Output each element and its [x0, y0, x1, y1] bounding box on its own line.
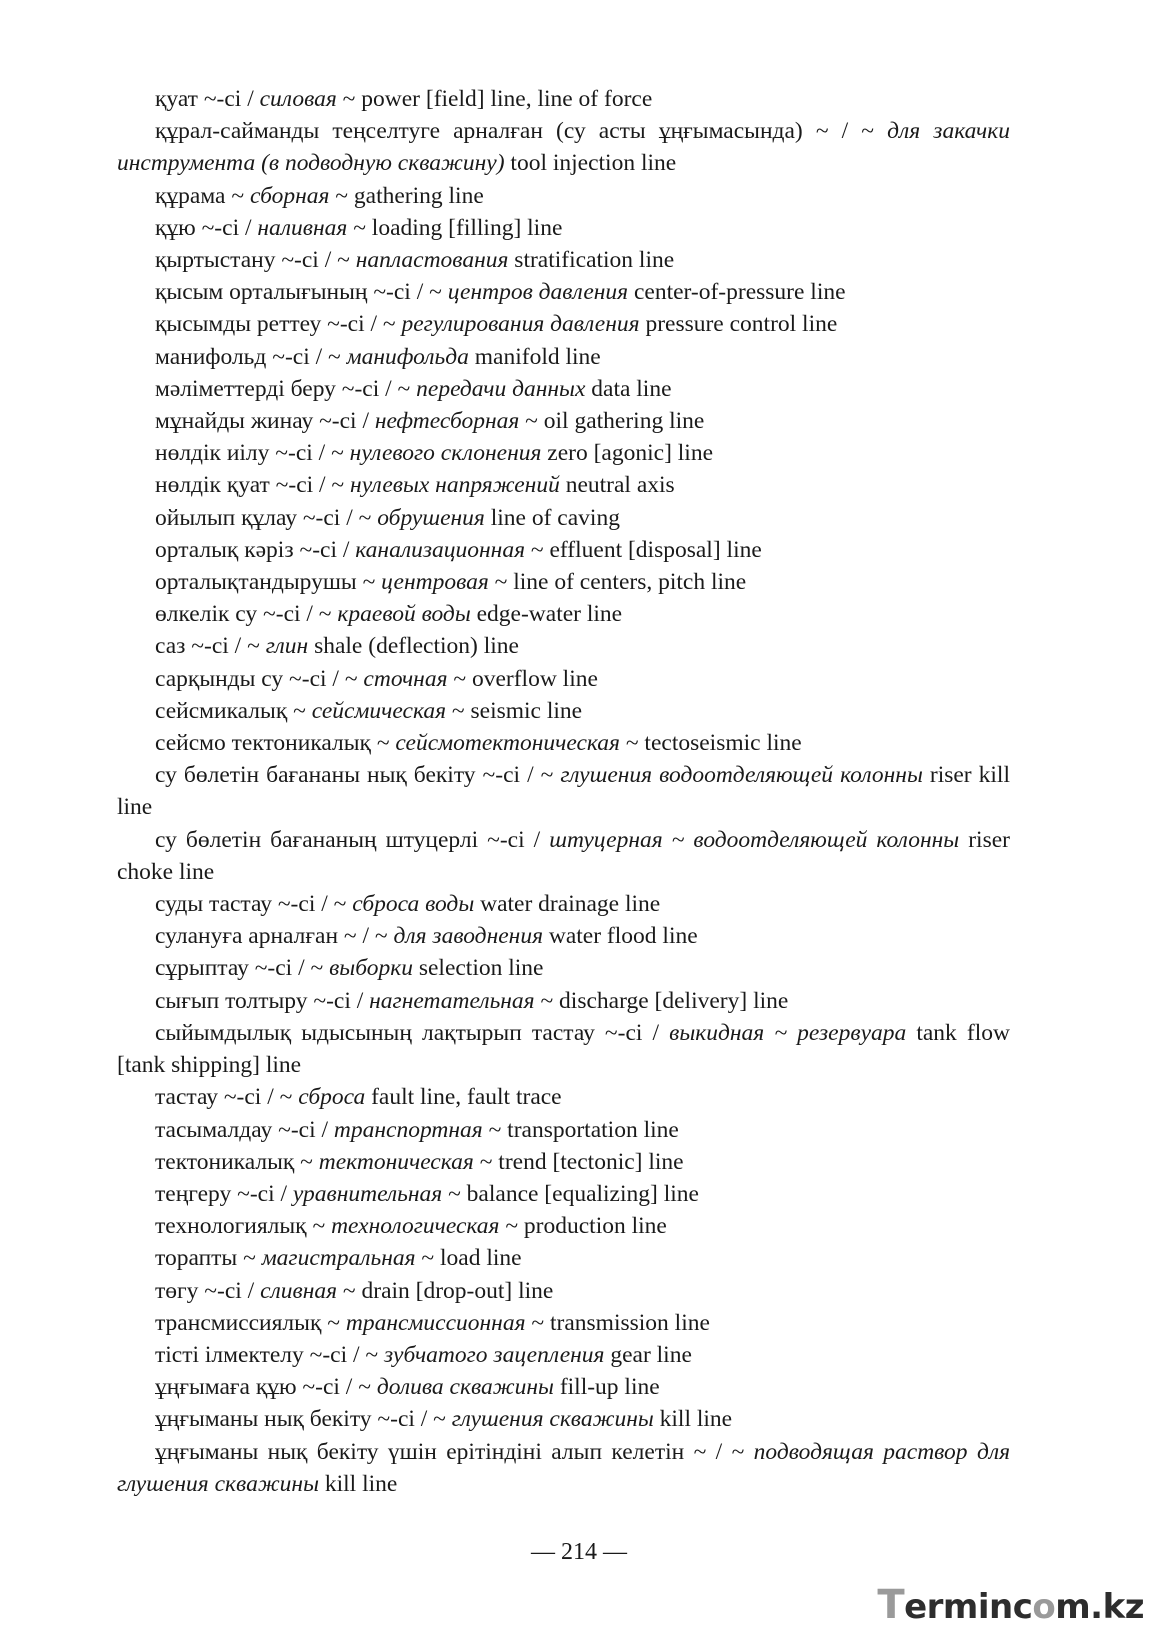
- entry-text: өлкелік су ~-сі / ~: [155, 601, 338, 628]
- entry-russian-term: трансмиссионная: [345, 1309, 526, 1336]
- entry-russian-term: подводящая раствор для глушения скважины: [117, 1438, 1010, 1497]
- entry-text: сығып толтыру ~-сі /: [155, 987, 370, 1014]
- entry-text: су бөлетін бағананың штуцерлі ~-сі /: [155, 826, 550, 853]
- entry-russian-term: глушения водоотделяющей колонны: [560, 762, 923, 789]
- entry-text: мұнайды жинау ~-сі /: [155, 408, 375, 435]
- dictionary-entry: [117, 469, 1010, 501]
- entry-text: трансмиссиялық ~: [155, 1309, 346, 1336]
- entry-text: stratification line: [508, 247, 675, 274]
- entry-text: ~ balance [equalizing] line: [442, 1180, 699, 1207]
- entry-text: ~ effluent [disposal] line: [525, 536, 762, 563]
- dictionary-entry: [117, 180, 1010, 212]
- entry-russian-term: зубчатого зацепления: [384, 1341, 605, 1368]
- entry-text: төгу ~-сі /: [155, 1277, 261, 1304]
- entry-russian-term: напластования: [355, 247, 509, 274]
- entry-text: tank flow [tank shipping] line: [117, 1019, 1010, 1079]
- entry-russian-term: передачи данных: [416, 375, 586, 402]
- dictionary-entry: [117, 695, 1010, 727]
- entry-russian-term: центровая: [381, 569, 489, 596]
- entry-russian-term: канализационная: [355, 536, 525, 563]
- logo-text-suffix: m.kz: [1055, 1587, 1144, 1627]
- entry-text: ұңғыманы нық бекіту ~-сі / ~: [155, 1406, 452, 1433]
- dictionary-entry: [117, 276, 1010, 308]
- entry-text: сулануға арналған ~ / ~: [155, 923, 394, 950]
- entry-text: суды тастау ~-сі / ~: [155, 891, 353, 918]
- entry-russian-term: краевой воды: [337, 601, 471, 628]
- dictionary-entry: [117, 566, 1010, 598]
- entry-text: ~ oil gathering line: [519, 408, 705, 435]
- entry-russian-term: нагнетательная: [369, 987, 535, 1014]
- entry-russian-term: технологическая: [331, 1213, 500, 1240]
- dictionary-entry: [117, 1146, 1010, 1178]
- entry-russian-term: нефтесборная: [374, 408, 520, 435]
- entry-text: сейсмо тектоникалық ~: [155, 730, 396, 757]
- entry-text: data line: [585, 375, 672, 402]
- entry-russian-term: магистральная: [261, 1245, 416, 1272]
- entry-text: қыртыстану ~-сі / ~: [155, 247, 356, 274]
- entry-text: құрама ~: [155, 182, 250, 209]
- entry-text: манифольд ~-сі / ~: [155, 343, 347, 370]
- entry-text: қысым орталығының ~-сі / ~: [155, 279, 448, 306]
- entry-russian-term: нулевых напряжений: [350, 472, 560, 499]
- entry-text: ~ discharge [delivery] line: [534, 987, 789, 1014]
- dictionary-entry: [117, 1436, 1010, 1500]
- entry-text: neutral axis: [559, 472, 675, 499]
- entry-russian-term: сточная: [363, 665, 448, 692]
- dictionary-entry: [117, 1017, 1010, 1081]
- entry-text: water flood line: [543, 923, 698, 950]
- entry-russian-term: для закачки инструмента (в подводную скважину): [117, 118, 1011, 177]
- entry-text: ~ power [field] line, line of force: [336, 86, 653, 112]
- entry-text: сыйымдылық ыдысының лақтырып тастау ~-сі /: [155, 1019, 670, 1046]
- entry-text: pressure control line: [639, 311, 838, 338]
- entry-russian-term: штуцерная ~ водоотделяющей колонны: [549, 826, 960, 853]
- entry-text: құю ~-сі /: [155, 214, 258, 241]
- entry-text: riser kill line: [117, 762, 1010, 821]
- magnifier-icon: o: [1032, 1587, 1056, 1627]
- entry-text: ~ load line: [415, 1245, 522, 1272]
- dictionary-entry: [117, 1242, 1010, 1274]
- entry-text: теңгеру ~-сі /: [155, 1180, 293, 1207]
- dictionary-entry: [117, 212, 1010, 244]
- dictionary-entry: [117, 630, 1010, 662]
- dictionary-entry: [117, 888, 1010, 920]
- entry-text: line of caving: [484, 504, 620, 531]
- dictionary-entry: [117, 1307, 1010, 1339]
- entry-russian-term: сливная: [260, 1277, 338, 1304]
- entry-text: саз ~-сі / ~: [155, 633, 266, 660]
- entry-text: kill line: [653, 1406, 733, 1433]
- entry-text: ~ transmission line: [525, 1309, 710, 1336]
- entry-text: орталық кәріз ~-сі /: [155, 536, 356, 563]
- dictionary-entry: [117, 373, 1010, 405]
- entry-russian-term: глин: [265, 633, 309, 660]
- dictionary-entry: [117, 502, 1010, 534]
- dictionary-entry: [117, 83, 1010, 115]
- entry-text: zero [agonic] line: [541, 440, 714, 467]
- dictionary-entry: [117, 1339, 1010, 1371]
- entry-text: gear line: [604, 1341, 692, 1368]
- entry-russian-term: долива скважины: [376, 1374, 554, 1401]
- entry-text: торапты ~: [155, 1245, 262, 1272]
- entry-text: тастау ~-сі / ~: [155, 1084, 299, 1111]
- entry-text: ~ trend [tectonic] line: [473, 1148, 684, 1175]
- entry-text: selection line: [412, 955, 544, 982]
- dictionary-entry: [117, 405, 1010, 437]
- entry-text: ~ seismic line: [446, 697, 583, 724]
- entry-russian-term: глушения скважины: [451, 1406, 654, 1433]
- entry-text: water drainage line: [474, 891, 661, 918]
- entry-text: center-of-pressure line: [628, 279, 846, 306]
- logo-letter-t: T: [877, 1582, 905, 1628]
- entry-text: ~ tectoseismic line: [619, 730, 802, 757]
- entry-russian-term: выкидная ~ резервуара: [669, 1019, 907, 1046]
- dictionary-entry: [117, 824, 1010, 888]
- dictionary-entry: [117, 985, 1010, 1017]
- entry-text: тасымалдау ~-сі /: [155, 1116, 334, 1143]
- dictionary-entry: [117, 952, 1010, 984]
- entry-russian-term: сейсмотектоническая: [395, 730, 620, 757]
- entry-text: fault line, fault trace: [365, 1084, 562, 1111]
- entry-russian-term: уравнительная: [292, 1180, 443, 1207]
- entry-text: ~ drain [drop-out] line: [337, 1277, 554, 1304]
- dictionary-entry: [117, 920, 1010, 952]
- entry-text: ~ loading [filling] line: [347, 214, 563, 241]
- dictionary-entry: [117, 115, 1010, 179]
- entry-text: тісті ілмектелу ~-сі / ~: [155, 1341, 384, 1368]
- logo-text-middle: erminc: [904, 1587, 1033, 1627]
- dictionary-entry: [117, 341, 1010, 373]
- entry-russian-term: центров давления: [447, 279, 629, 306]
- termincom-logo[interactable]: [877, 1582, 1144, 1628]
- entry-russian-term: выборки: [329, 955, 413, 982]
- entry-text: ұңғыманы нық бекіту үшін ерітіндіні алып келетін ~ / ~: [155, 1438, 754, 1465]
- entry-russian-term: обрушения: [377, 504, 485, 531]
- entry-text: shale (deflection) line: [308, 633, 519, 660]
- entry-text: нөлдік қуат ~-сі / ~: [155, 472, 351, 499]
- entry-text: ~ production line: [499, 1213, 667, 1240]
- entry-text: kill line: [319, 1470, 398, 1497]
- dictionary-entry: [117, 1081, 1010, 1113]
- entry-text: технологиялық ~: [155, 1213, 332, 1240]
- entry-text: су бөлетін бағананы нық бекіту ~-сі / ~: [155, 762, 561, 789]
- entry-text: tool injection line: [504, 150, 677, 177]
- entry-text: manifold line: [468, 343, 601, 370]
- entry-russian-term: сейсмическая: [311, 697, 447, 724]
- entry-text: нөлдік иілу ~-сі / ~: [155, 440, 350, 467]
- dictionary-entry: [117, 1403, 1010, 1435]
- dictionary-entry: [117, 759, 1010, 823]
- dictionary-entry: [117, 534, 1010, 566]
- entry-text: сарқынды су ~-сі / ~: [155, 665, 364, 692]
- entry-russian-term: сброса воды: [352, 891, 475, 918]
- entry-russian-term: силовая: [259, 86, 337, 112]
- entry-russian-term: сборная: [249, 182, 330, 209]
- entry-text: ~ overflow line: [447, 665, 598, 692]
- entry-text: riser choke line: [117, 826, 1010, 885]
- dictionary-entry: [117, 308, 1010, 340]
- entry-text: сұрыптау ~-сі / ~: [155, 955, 330, 982]
- entry-russian-term: наливная: [257, 214, 348, 241]
- dictionary-entries: [117, 83, 1010, 1500]
- entry-text: ойылып құлау ~-сі / ~: [155, 504, 378, 531]
- dictionary-entry: [117, 437, 1010, 469]
- entry-russian-term: для заводнения: [393, 923, 543, 950]
- entry-text: edge-water line: [470, 601, 623, 628]
- dictionary-entry: [117, 1371, 1010, 1403]
- entry-russian-term: сброса: [298, 1084, 366, 1111]
- entry-russian-term: манифольда: [346, 343, 469, 370]
- dictionary-entry: [117, 1114, 1010, 1146]
- dictionary-entry: [117, 1178, 1010, 1210]
- page-number: — 214 —: [531, 1539, 627, 1565]
- entry-text: құрал-сайманды теңселтуге арналған (су асты ұңғымасында) ~ / ~: [155, 118, 888, 145]
- entry-text: қысымды реттеу ~-сі / ~: [155, 311, 402, 338]
- entry-russian-term: тектоническая: [318, 1148, 474, 1175]
- dictionary-entry: [117, 663, 1010, 695]
- entry-text: қуат ~-сі /: [155, 86, 260, 112]
- entry-text: ~ transportation line: [482, 1116, 679, 1143]
- entry-text: тектоникалық ~: [155, 1148, 319, 1175]
- entry-text: ~ gathering line: [329, 182, 484, 209]
- dictionary-entry: [117, 1210, 1010, 1242]
- entry-text: fill-up line: [553, 1374, 660, 1401]
- dictionary-entry: [117, 727, 1010, 759]
- entry-text: ~ line of centers, pitch line: [488, 569, 747, 596]
- dictionary-entry: [117, 598, 1010, 630]
- dictionary-entry: [117, 1275, 1010, 1307]
- entry-text: сейсмикалық ~: [155, 697, 312, 724]
- entry-russian-term: регулирования давления: [401, 311, 640, 338]
- dictionary-entry: [117, 244, 1010, 276]
- entry-text: орталықтандырушы ~: [155, 569, 382, 596]
- entry-russian-term: нулевого склонения: [349, 440, 542, 467]
- entry-text: мәліметтерді беру ~-сі / ~: [155, 375, 417, 402]
- entry-russian-term: транспортная: [333, 1116, 483, 1143]
- entry-text: ұңғымаға құю ~-сі / ~: [155, 1374, 377, 1401]
